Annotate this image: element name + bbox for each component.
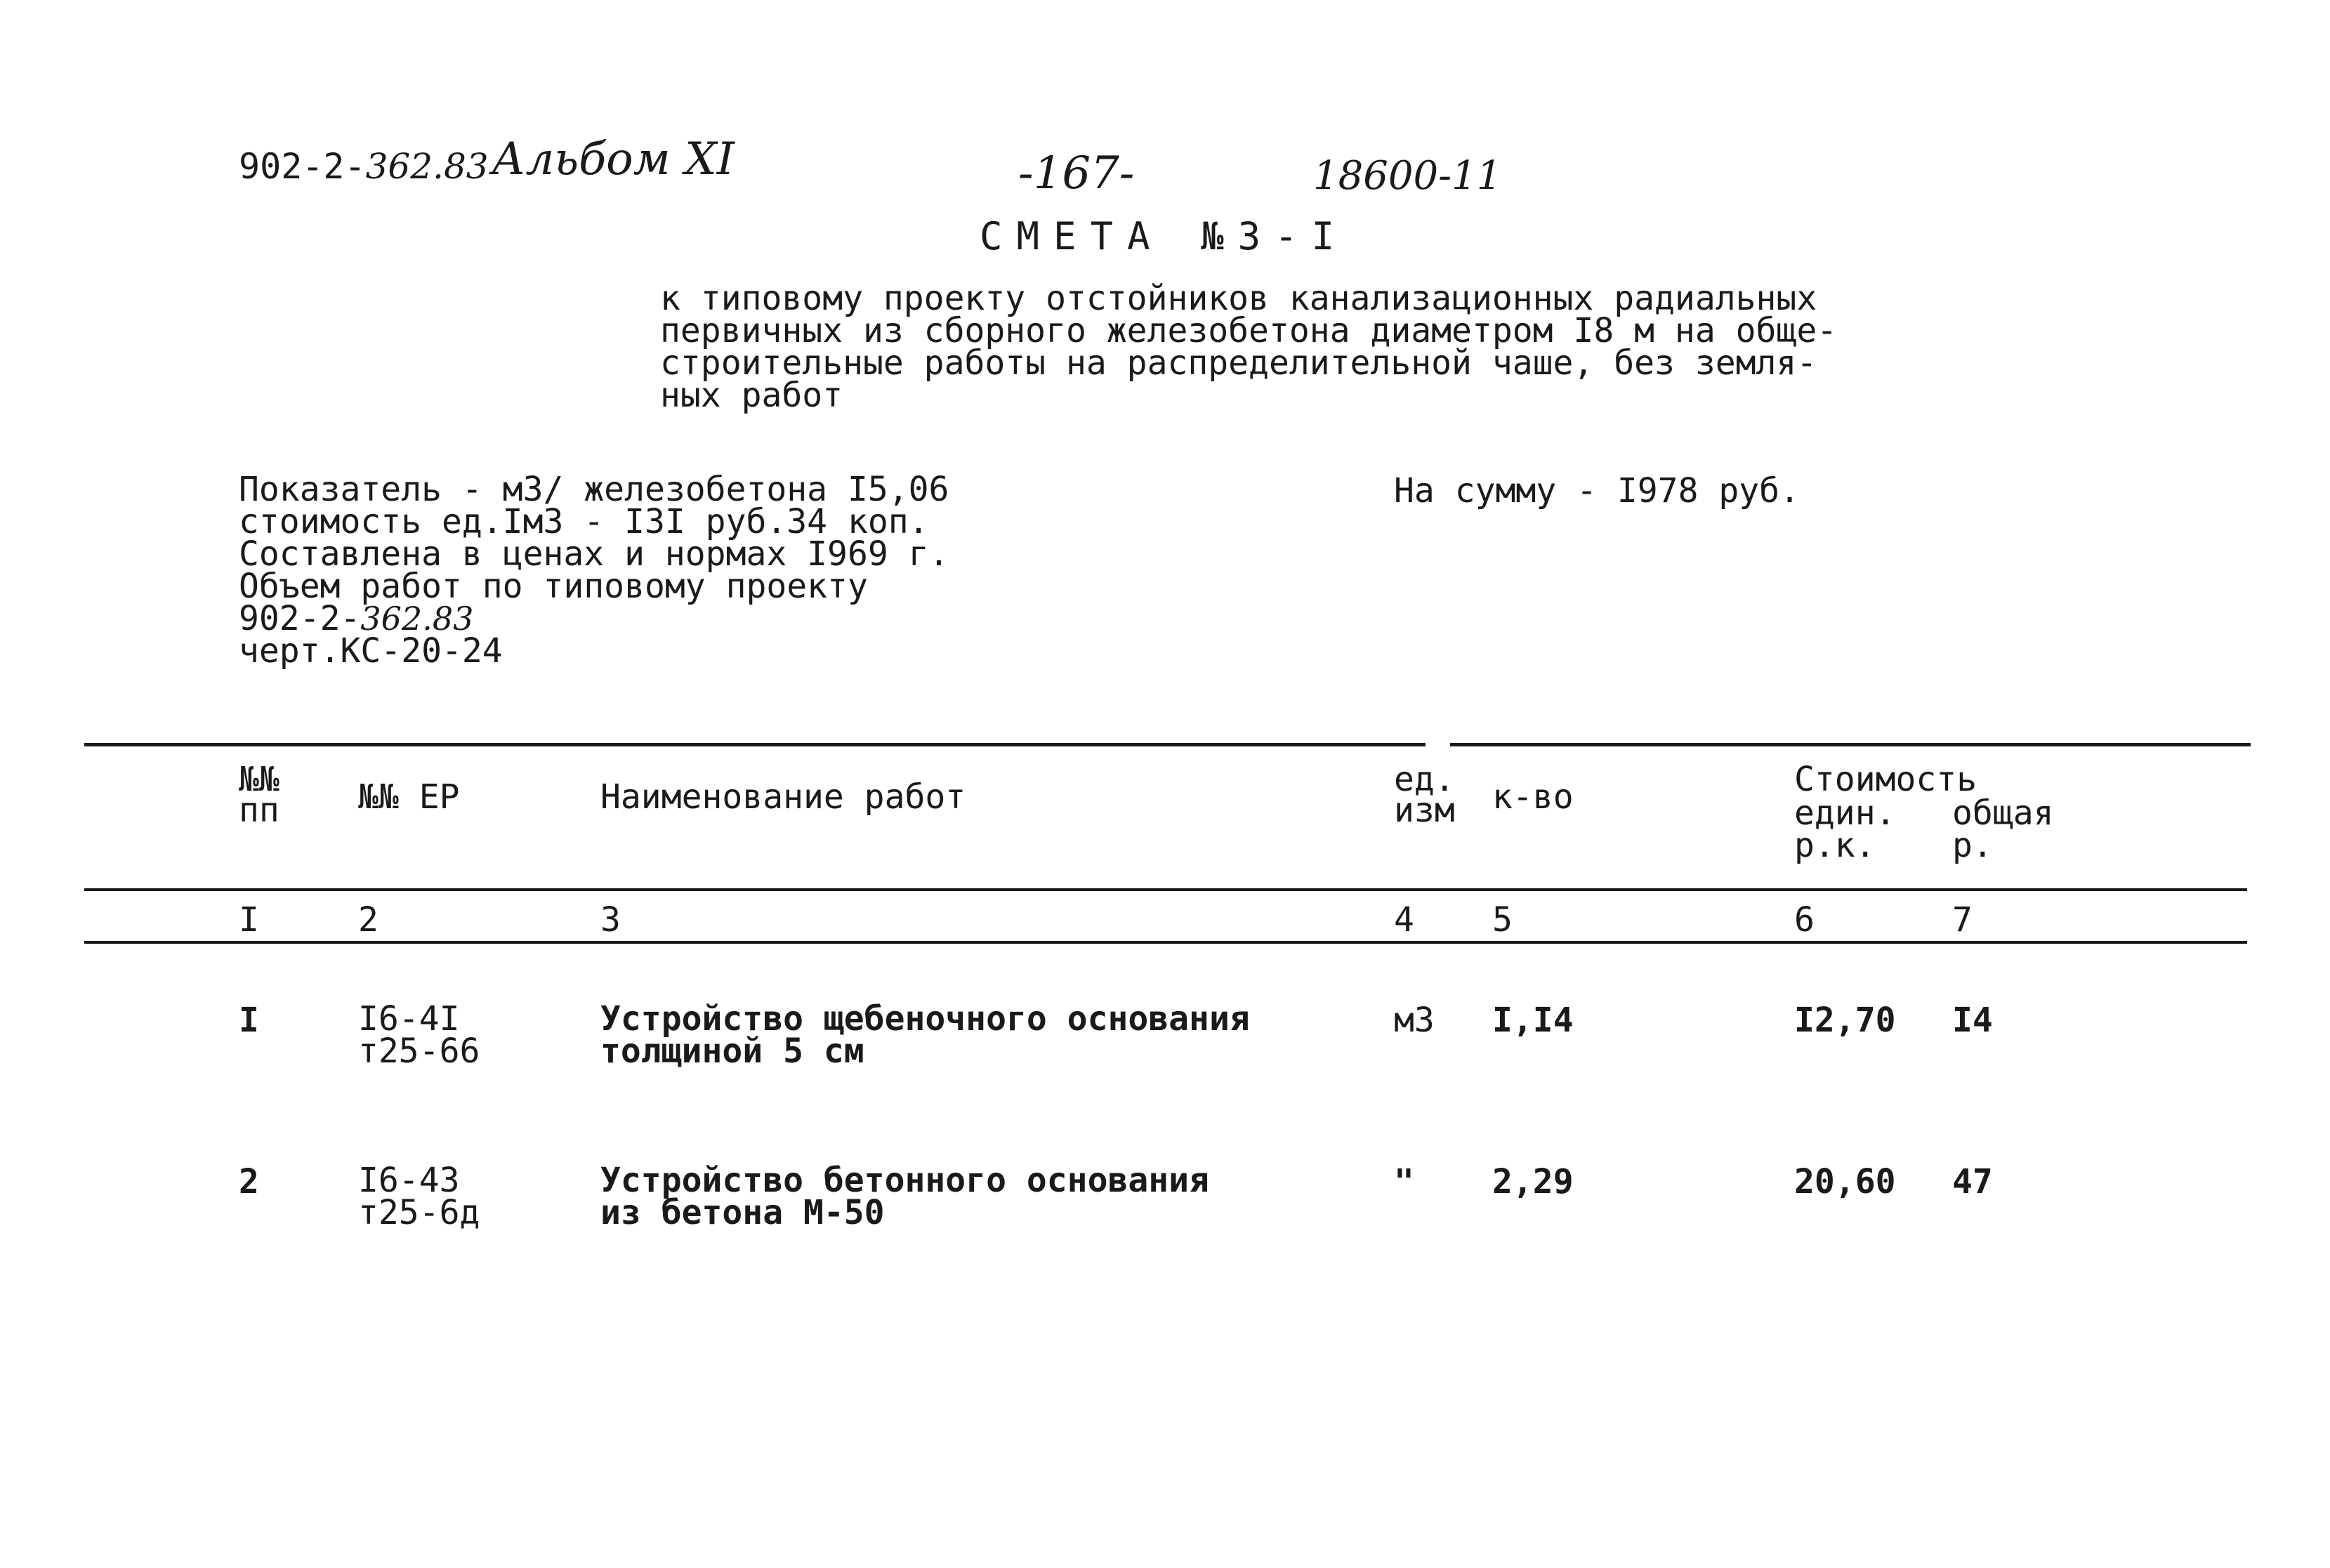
row-2-unit-cost: 20,60: [1794, 1162, 1896, 1201]
subtitle-line-3: строительные работы на распределительной чаше, без земля-: [660, 343, 1817, 383]
col-number-3: 3: [600, 900, 621, 940]
row-1-er: [358, 999, 480, 1071]
document-title: СМЕТА №3-I: [980, 214, 1349, 258]
header-unit-cost-line-1: един.: [1794, 793, 1896, 833]
row-2-name-line-1: Устройство бетонного основания: [600, 1161, 1209, 1200]
col-number-1: I: [239, 900, 259, 940]
subtitle-line-1: к типовому проекту отстойников канализационных радиальных: [660, 279, 1817, 318]
row-2-name-line-2: из бетона М-50: [600, 1193, 885, 1232]
table-top-rule-left: [84, 743, 1426, 746]
header-num: [239, 760, 279, 830]
col-numbers-bottom-rule: [84, 941, 2247, 944]
header-num-line-2: пп: [239, 791, 279, 830]
info-drawing: черт.КС-20-24: [239, 631, 503, 671]
header-unit-cost: [1794, 793, 1896, 865]
row-2-qty: 2,29: [1492, 1162, 1574, 1201]
info-indicator: Показатель - м3/ железобетона I5,06: [239, 470, 949, 509]
col-number-7: 7: [1952, 900, 1973, 940]
header-unit-cost-line-2: р.к.: [1794, 826, 1876, 865]
header-unit-line-2: изм: [1394, 791, 1455, 830]
row-1-qty: I,I4: [1492, 1001, 1574, 1040]
col-number-4: 4: [1394, 900, 1414, 940]
document-subtitle: [660, 279, 1838, 415]
col-number-6: 6: [1794, 900, 1815, 940]
row-1-total: I4: [1952, 1001, 1993, 1040]
header-bottom-rule: [84, 888, 2247, 891]
header-work-name: Наименование работ: [600, 777, 966, 817]
header-cost: Стоимость: [1794, 760, 1977, 799]
row-1-num: I: [239, 1001, 259, 1040]
subtitle-line-2: первичных из сборного железобетона диаметром I8 м на обще-: [660, 311, 1838, 350]
page-number: -167-: [1018, 147, 1135, 199]
row-2-name: [600, 1161, 1209, 1232]
info-unit-cost: стоимость ед.Iм3 - I3I руб.34 коп.: [239, 502, 929, 541]
header-total-cost-line-1: общая: [1952, 793, 2054, 833]
row-2-total: 47: [1952, 1162, 1993, 1201]
header-total-cost: [1952, 793, 2054, 865]
row-2-unit: ": [1394, 1162, 1414, 1201]
row-1-name: [600, 999, 1250, 1071]
info-prices: Составлена в ценах и нормах I969 г.: [239, 534, 949, 574]
row-1-unit: м3: [1394, 1001, 1435, 1040]
project-code: [239, 146, 489, 187]
row-1-name-line-1: Устройство щебеночного основания: [600, 999, 1250, 1039]
header-num-line-1: №№: [239, 760, 279, 799]
header-qty: к-во: [1492, 777, 1574, 817]
row-1-name-line-2: толщиной 5 см: [600, 1032, 864, 1071]
album-label: Альбом XI: [492, 133, 735, 185]
row-2-er-line-1: I6-43: [358, 1161, 460, 1200]
project-code-handwritten: 362.83: [365, 146, 489, 187]
row-1-unit-cost: I2,70: [1794, 1001, 1896, 1040]
row-1-er-line-2: т25-66: [358, 1032, 480, 1071]
inventory-number: 18600-11: [1313, 153, 1502, 199]
row-2-er: [358, 1161, 480, 1232]
header-unit-line-1: ед.: [1394, 760, 1455, 799]
row-2-er-line-2: т25-6д: [358, 1193, 480, 1232]
info-project-code: [239, 599, 949, 638]
info-project-code-printed: 902-2-: [239, 599, 361, 638]
info-scope: Объем работ по типовому проекту: [239, 567, 868, 606]
header-unit: [1394, 760, 1455, 830]
col-number-5: 5: [1492, 900, 1513, 940]
subtitle-line-4: ных работ: [660, 376, 843, 415]
table-top-rule-right: [1450, 743, 2251, 746]
row-2-num: 2: [239, 1162, 259, 1201]
col-number-2: 2: [358, 900, 379, 940]
info-block: [239, 470, 949, 671]
header-total-cost-line-2: р.: [1952, 826, 1993, 865]
info-project-code-handwritten: 362.83: [360, 600, 474, 638]
total-sum: На сумму - I978 руб.: [1394, 471, 1800, 510]
row-1-er-line-1: I6-4I: [358, 999, 460, 1039]
project-code-printed: 902-2-: [239, 146, 366, 187]
header-er: №№ ЕР: [358, 777, 460, 817]
